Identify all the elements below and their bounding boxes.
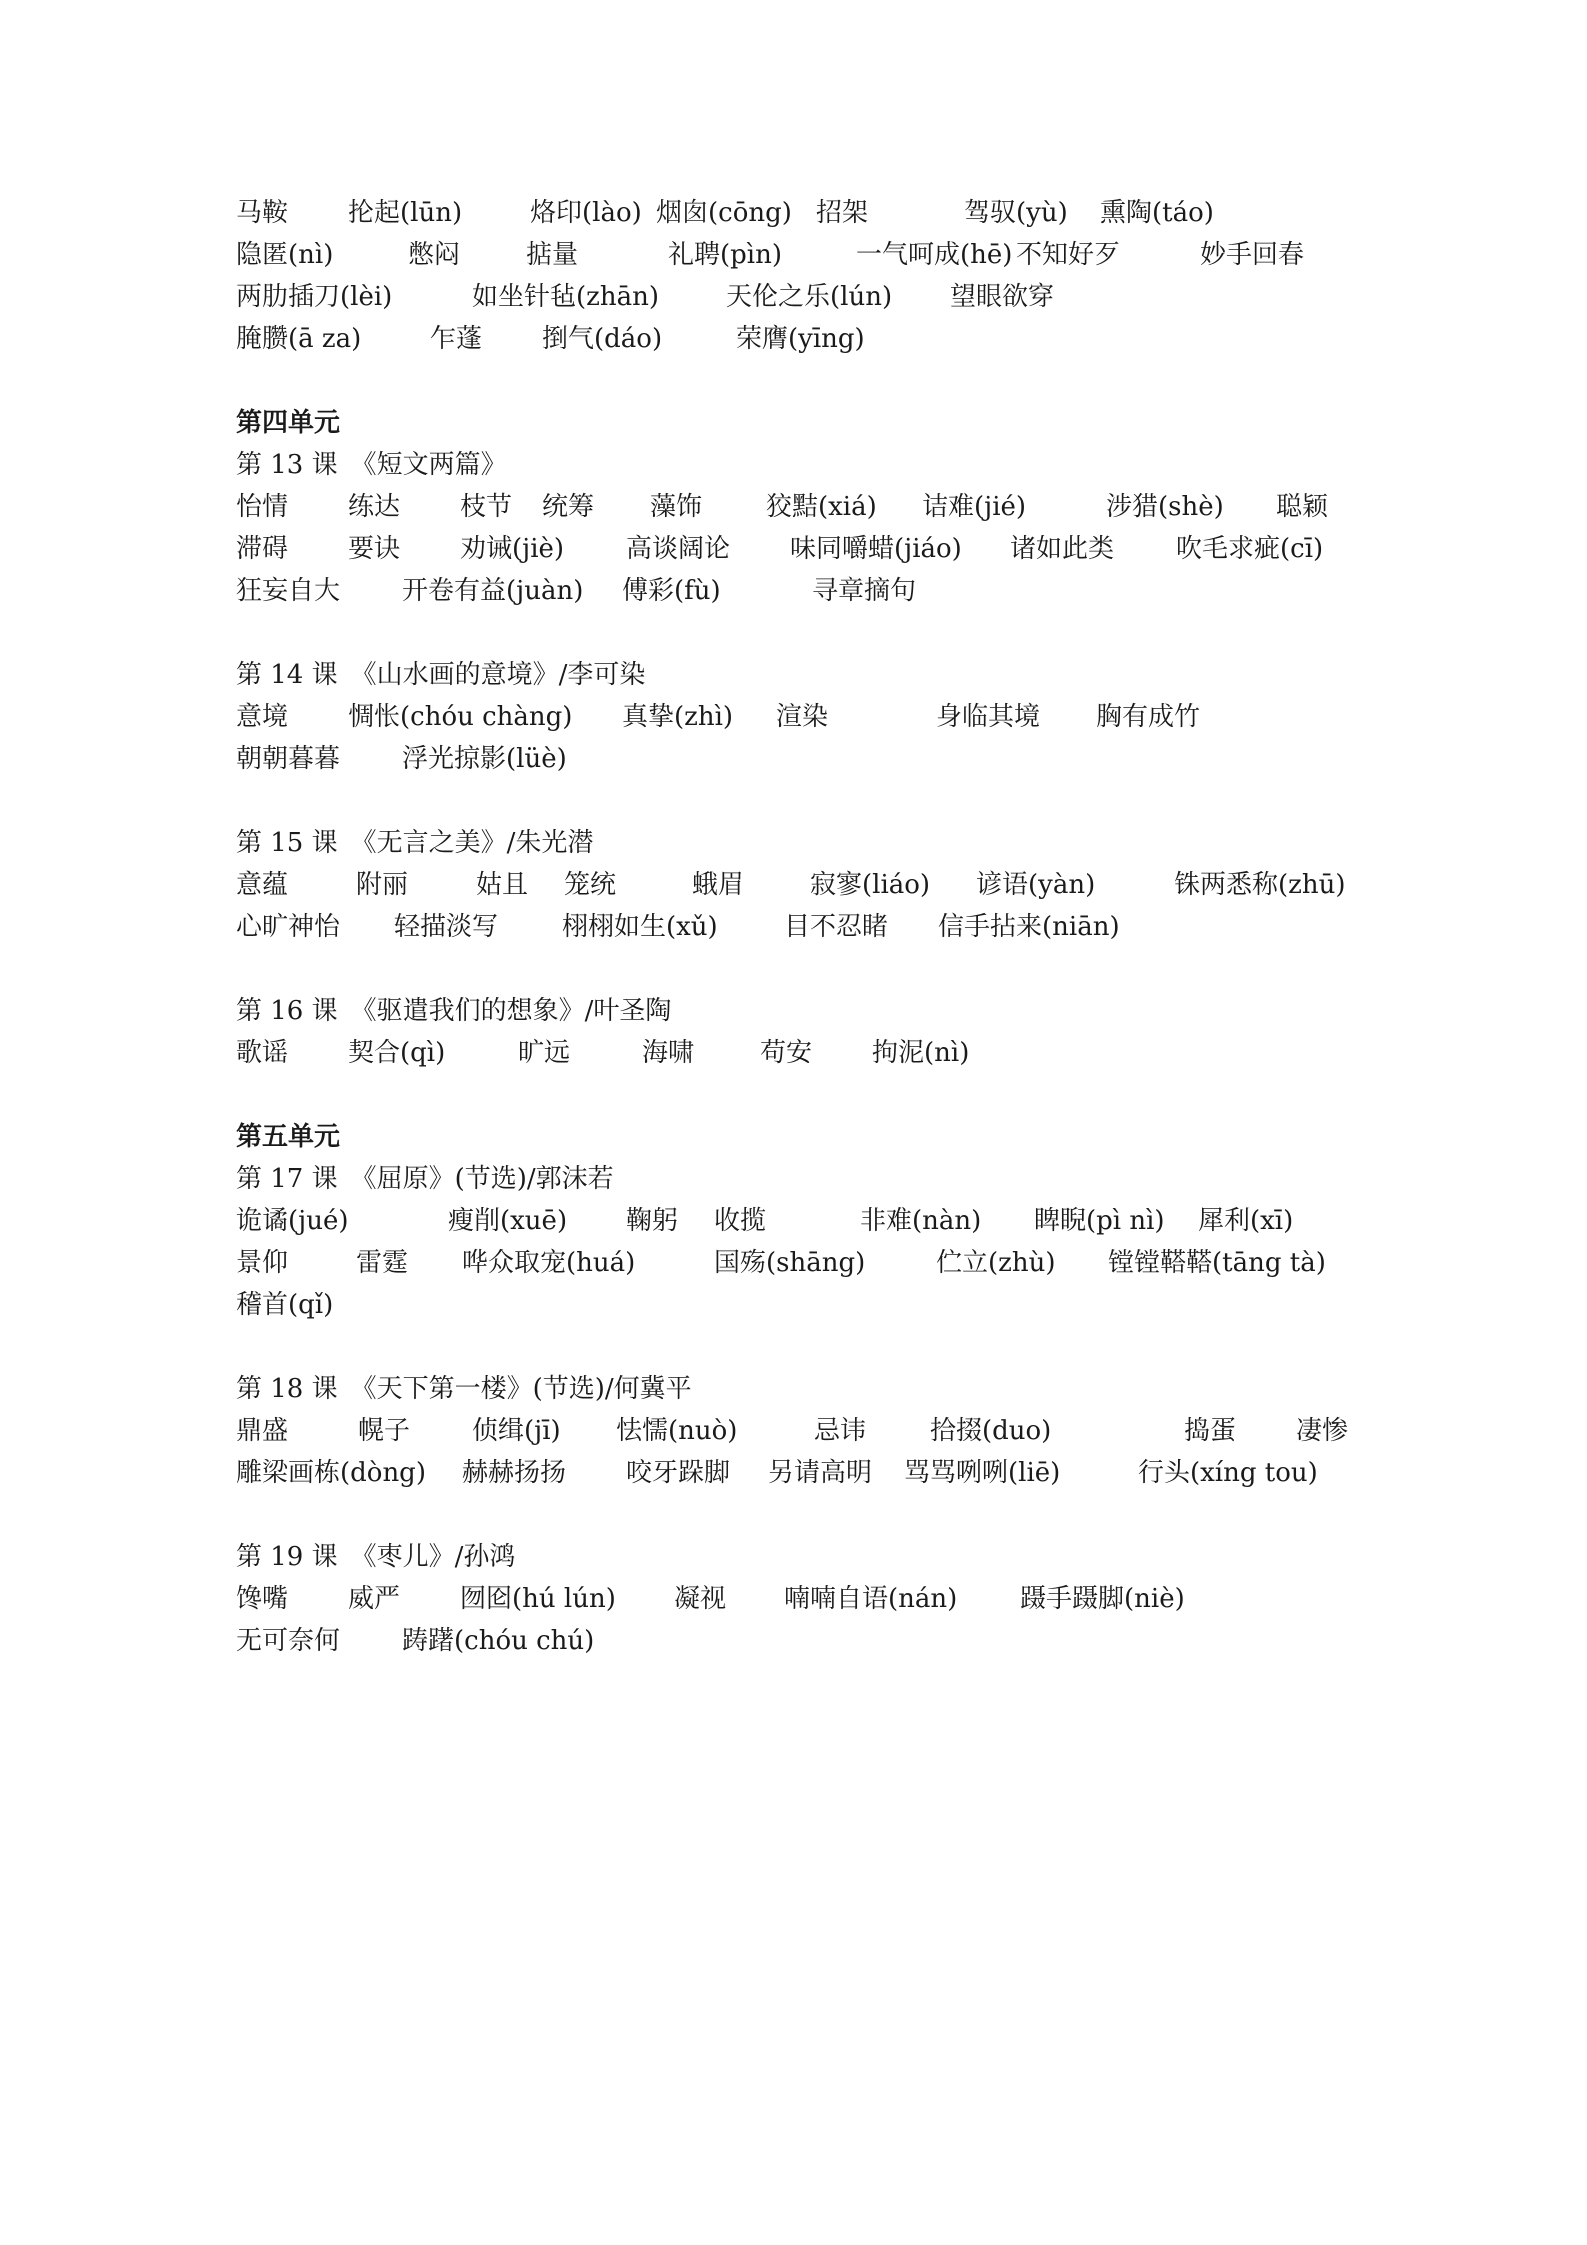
vocabulary-line (236, 696, 1396, 738)
vocabulary-word: 骂骂咧咧(liē) (904, 1458, 1061, 1488)
vocabulary-word: 姑且 (476, 870, 529, 900)
blank-line (236, 612, 1396, 654)
vocabulary-word: 练达 (348, 492, 401, 522)
vocabulary-word: 腌臜(ā za) (236, 324, 362, 354)
vocabulary-word: 海啸 (642, 1038, 695, 1068)
vocabulary-word: 望眼欲穿 (950, 282, 1055, 312)
vocabulary-word: 馋嘴 (236, 1584, 289, 1614)
vocabulary-line (236, 1242, 1396, 1284)
vocabulary-word: 乍蓬 (430, 324, 483, 354)
vocabulary-word: 侦缉(jī) (472, 1416, 561, 1446)
blank-line (236, 1074, 1396, 1116)
vocabulary-word: 驾驭(yù) (964, 198, 1068, 228)
vocabulary-word: 如坐针毡(zhān) (472, 282, 659, 312)
vocabulary-word: 枝节 (460, 492, 513, 522)
vocabulary-word: 身临其境 (936, 702, 1041, 732)
vocabulary-word: 要诀 (348, 534, 401, 564)
vocabulary-word: 滞碍 (236, 534, 289, 564)
vocabulary-line (236, 1620, 1396, 1662)
vocabulary-word: 天伦之乐(lún) (726, 282, 893, 312)
vocabulary-word: 聪颖 (1276, 492, 1329, 522)
vocabulary-word: 谚语(yàn) (976, 870, 1096, 900)
vocabulary-word: 忌讳 (814, 1416, 867, 1446)
vocabulary-line (236, 318, 1396, 360)
vocabulary-word: 憋闷 (408, 240, 461, 270)
vocabulary-word: 雷霆 (356, 1248, 409, 1278)
vocabulary-word: 犀利(xī) (1198, 1206, 1294, 1236)
lesson-heading: 第 15 课 《无言之美》/朱光潜 (236, 828, 594, 858)
vocabulary-word: 怯懦(nuò) (616, 1416, 738, 1446)
vocabulary-word: 国殇(shāng) (714, 1248, 866, 1278)
vocabulary-word: 蹑手蹑脚(niè) (1020, 1584, 1185, 1614)
vocabulary-word: 寻章摘句 (812, 576, 917, 606)
vocabulary-word: 哗众取宠(huá) (462, 1248, 636, 1278)
vocabulary-line (236, 1284, 1396, 1326)
lesson-heading: 第 19 课 《枣儿》/孙鸿 (236, 1542, 516, 1572)
vocabulary-word: 诘难(jié) (922, 492, 1027, 522)
unit-heading: 第五单元 (236, 1122, 341, 1152)
vocabulary-word: 烙印(lào) (530, 198, 642, 228)
vocabulary-line (236, 864, 1396, 906)
vocabulary-word: 无可奈何 (236, 1626, 341, 1656)
vocabulary-word: 傅彩(fù) (622, 576, 721, 606)
lesson-heading: 第 17 课 《屈原》(节选)/郭沫若 (236, 1164, 614, 1194)
vocabulary-word: 稽首(qǐ) (236, 1290, 334, 1320)
vocabulary-word: 咬牙跺脚 (626, 1458, 731, 1488)
vocabulary-word: 蛾眉 (692, 870, 745, 900)
vocabulary-word: 睥睨(pì nì) (1034, 1206, 1165, 1236)
vocabulary-line (236, 738, 1396, 780)
vocabulary-word: 统筹 (542, 492, 595, 522)
vocabulary-word: 狡黠(xiá) (766, 492, 877, 522)
vocabulary-word: 铢两悉称(zhū) (1174, 870, 1346, 900)
vocabulary-word: 行头(xíng tou) (1138, 1458, 1318, 1488)
vocabulary-word: 狂妄自大 (236, 576, 341, 606)
vocabulary-word: 附丽 (356, 870, 409, 900)
vocabulary-word: 意境 (236, 702, 289, 732)
vocabulary-word: 踌躇(chóu chú) (402, 1626, 595, 1656)
vocabulary-word: 伫立(zhù) (936, 1248, 1056, 1278)
vocabulary-word: 熏陶(táo) (1100, 198, 1214, 228)
vocabulary-word: 招架 (816, 198, 869, 228)
vocabulary-word: 雕梁画栋(dòng) (236, 1458, 426, 1488)
vocabulary-word: 喃喃自语(nán) (784, 1584, 958, 1614)
vocabulary-line (236, 486, 1396, 528)
blank-line (236, 1494, 1396, 1536)
vocabulary-word: 藻饰 (650, 492, 703, 522)
vocabulary-word: 捯气(dáo) (542, 324, 663, 354)
vocabulary-word: 契合(qì) (348, 1038, 446, 1068)
vocabulary-line (236, 1200, 1396, 1242)
vocabulary-word: 另请高明 (768, 1458, 873, 1488)
vocabulary-word: 凄惨 (1296, 1416, 1349, 1446)
vocabulary-line (236, 528, 1396, 570)
vocabulary-word: 不知好歹 (1016, 240, 1121, 270)
vocabulary-word: 威严 (348, 1584, 401, 1614)
vocabulary-word: 景仰 (236, 1248, 289, 1278)
vocabulary-word: 味同嚼蜡(jiáo) (790, 534, 962, 564)
document-page (236, 192, 1396, 1662)
vocabulary-word: 镗镗鞳鞳(tāng tà) (1108, 1248, 1326, 1278)
vocabulary-word: 一气呵成(hē) (856, 240, 1013, 270)
lesson-heading: 第 16 课 《驱遣我们的想象》/叶圣陶 (236, 996, 672, 1026)
vocabulary-word: 两肋插刀(lèi) (236, 282, 393, 312)
vocabulary-word: 隐匿(nì) (236, 240, 334, 270)
vocabulary-word: 非难(nàn) (860, 1206, 982, 1236)
vocabulary-word: 马鞍 (236, 198, 289, 228)
vocabulary-word: 涉猎(shè) (1106, 492, 1224, 522)
lesson-heading: 第 18 课 《天下第一楼》(节选)/何冀平 (236, 1374, 692, 1404)
vocabulary-word: 掂量 (526, 240, 579, 270)
vocabulary-word: 怡情 (236, 492, 289, 522)
vocabulary-word: 笼统 (564, 870, 617, 900)
vocabulary-word: 胸有成竹 (1096, 702, 1201, 732)
vocabulary-word: 鞠躬 (626, 1206, 679, 1236)
blank-line (236, 360, 1396, 402)
vocabulary-word: 拘泥(nì) (872, 1038, 970, 1068)
vocabulary-line (236, 906, 1396, 948)
vocabulary-word: 囫囵(hú lún) (460, 1584, 616, 1614)
vocabulary-line (236, 1410, 1396, 1452)
vocabulary-line (236, 234, 1396, 276)
vocabulary-word: 开卷有益(juàn) (402, 576, 584, 606)
vocabulary-line (236, 1452, 1396, 1494)
vocabulary-word: 吹毛求疵(cī) (1176, 534, 1324, 564)
blank-line (236, 1326, 1396, 1368)
vocabulary-word: 妙手回春 (1200, 240, 1305, 270)
vocabulary-word: 意蕴 (236, 870, 289, 900)
vocabulary-word: 荣膺(yīng) (736, 324, 865, 354)
vocabulary-word: 凝视 (674, 1584, 727, 1614)
lesson-heading: 第 13 课 《短文两篇》 (236, 450, 507, 480)
vocabulary-word: 拾掇(duo) (930, 1416, 1052, 1446)
vocabulary-word: 收揽 (714, 1206, 767, 1236)
vocabulary-word: 抡起(lūn) (348, 198, 463, 228)
vocabulary-word: 寂寥(liáo) (810, 870, 931, 900)
vocabulary-word: 目不忍睹 (784, 912, 889, 942)
blank-line (236, 948, 1396, 990)
vocabulary-word: 朝朝暮暮 (236, 744, 341, 774)
vocabulary-line (236, 1578, 1396, 1620)
vocabulary-word: 心旷神怡 (236, 912, 341, 942)
vocabulary-word: 瘦削(xuē) (448, 1206, 568, 1236)
vocabulary-word: 诡谲(jué) (236, 1206, 349, 1236)
vocabulary-word: 信手拈来(niān) (938, 912, 1120, 942)
unit-heading: 第四单元 (236, 408, 341, 438)
vocabulary-line (236, 1032, 1396, 1074)
vocabulary-word: 诸如此类 (1010, 534, 1115, 564)
vocabulary-line (236, 276, 1396, 318)
vocabulary-word: 真挚(zhì) (622, 702, 734, 732)
vocabulary-word: 浮光掠影(lüè) (402, 744, 567, 774)
vocabulary-word: 旷远 (518, 1038, 571, 1068)
vocabulary-word: 劝诫(jiè) (460, 534, 565, 564)
vocabulary-word: 苟安 (760, 1038, 813, 1068)
vocabulary-word: 礼聘(pìn) (668, 240, 782, 270)
lesson-heading: 第 14 课 《山水画的意境》/李可染 (236, 660, 646, 690)
vocabulary-word: 栩栩如生(xǔ) (562, 912, 718, 942)
vocabulary-word: 幌子 (358, 1416, 411, 1446)
vocabulary-word: 轻描淡写 (394, 912, 499, 942)
vocabulary-word: 歌谣 (236, 1038, 289, 1068)
vocabulary-word: 高谈阔论 (626, 534, 731, 564)
vocabulary-line (236, 192, 1396, 234)
vocabulary-word: 惆怅(chóu chàng) (348, 702, 573, 732)
vocabulary-word: 渲染 (776, 702, 829, 732)
vocabulary-word: 赫赫扬扬 (462, 1458, 567, 1488)
vocabulary-word: 烟囱(cōng) (656, 198, 792, 228)
vocabulary-line (236, 570, 1396, 612)
blank-line (236, 780, 1396, 822)
vocabulary-word: 捣蛋 (1184, 1416, 1237, 1446)
vocabulary-word: 鼎盛 (236, 1416, 289, 1446)
